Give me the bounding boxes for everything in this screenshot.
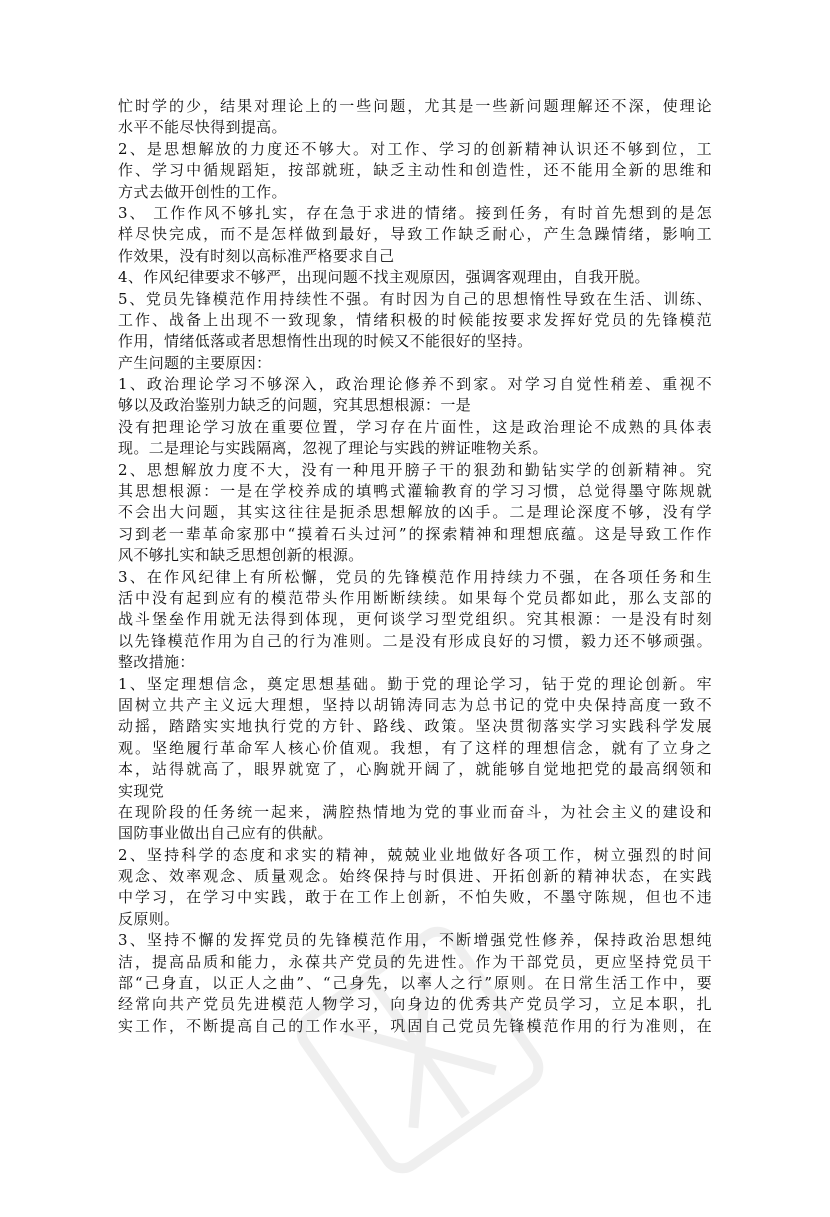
text-line: 5、党员先锋模范作用持续性不强。有时因为自己的思想惰性导致在生活、训练、: [118, 289, 712, 308]
text-line: 忙时学的少，结果对理论上的一些问题，尤其是一些新问题理解还不深，使理论: [118, 97, 712, 115]
text-line: 1、政治理论学习不够深入，政治理论修养不到家。对学习自觉性稍差、重视不: [118, 375, 712, 394]
text-line: 3、在作风纪律上有所松懈，党员的先锋模范作用持续力不强，在各项任务和生: [118, 567, 712, 586]
text-line: 经常向共产党员先进模范人物学习，向身边的优秀共产党员学习，立足本职，扎: [118, 995, 712, 1014]
text-line: 部“己身直，以正人之曲”、“己身先，以率人之行”原则。在日常生活工作中，要: [118, 974, 712, 993]
text-line: 水平不能尽快得到提高。: [118, 118, 287, 137]
text-line: 够以及政治鉴别力缺乏的问题，究其思想根源：一是: [118, 396, 472, 415]
text-line: 产生问题的主要原因：: [118, 353, 272, 372]
text-line: 方式去做开创性的工作。: [118, 182, 287, 201]
text-line: 本，站得就高了，眼界就宽了，心胸就开阔了，就能够自觉地把党的最高纲领和: [118, 760, 712, 779]
text-line: 整改措施：: [118, 653, 195, 672]
text-line: 国防事业做出自己应有的供献。: [118, 824, 333, 843]
text-line: 4、作风纪律要求不够严，出现问题不找主观原因，强调客观理由，自我开脱。: [118, 268, 650, 287]
text-line: 2、坚持科学的态度和求实的精神，兢兢业业地做好各项工作，树立强烈的时间: [118, 845, 712, 864]
text-line: 风不够扎实和缺乏思想创新的根源。: [118, 546, 364, 565]
text-line: 反原则。: [118, 909, 180, 928]
text-line: 工作、战备上出现不一致现象，情绪积极的时候能按要求发挥好党员的先锋模范: [118, 310, 712, 329]
text-line: 活中没有起到应有的模范带头作用断断续续。如果每个党员都如此，那么支部的: [118, 588, 712, 607]
text-line: 观念、效率观念、质量观念。始终保持与时俱进、开拓创新的精神状态，在实践: [118, 867, 712, 886]
text-line: 习到老一辈革命家那中“摸着石头过河”的探索精神和理想底蕴。这是导致工作作: [118, 524, 712, 543]
text-line: 作用，情绪低落或者思想惰性出现的时候又不能很好的坚持。: [118, 332, 533, 351]
text-line: 2、是思想解放的力度还不够大。对工作、学习的创新精神认识还不够到位，工: [118, 139, 712, 158]
text-line: 以先锋模范作用为自己的行为准则。二是没有形成良好的习惯，毅力还不够顽强。: [118, 631, 712, 650]
text-line: 3、坚持不懈的发挥党员的先锋模范作用，不断增强党性修养，保持政治思想纯: [118, 931, 712, 950]
text-line: 洁，提高品质和能力，永葆共产党员的先进性。作为干部党员，更应坚持党员干: [118, 952, 712, 971]
document-body: [118, 96, 712, 1037]
text-line: 样尽快完成，而不是怎样做到最好，导致工作缺乏耐心，产生急躁情绪，影响工: [118, 225, 712, 244]
text-line: 动摇，踏踏实实地执行党的方针、路线、政策。坚决贯彻落实学习实践科学发展: [118, 717, 712, 736]
text-line: 没有把理论学习放在重要位置，学习存在片面性，这是政治理论不成熟的具体表: [118, 417, 712, 436]
text-line: 3、 工作作风不够扎实，存在急于求进的情绪。接到任务，有时首先想到的是怎: [118, 203, 712, 222]
text-line: 战斗堡垒作用就无法得到体现，更何谈学习型党组织。究其根源：一是没有时刻: [118, 610, 712, 629]
text-line: 其思想根源：一是在学校养成的填鸭式灌输教育的学习习惯，总觉得墨守陈规就: [118, 482, 712, 501]
text-line: 在现阶段的任务统一起来，满腔热情地为党的事业而奋斗，为社会主义的建设和: [118, 802, 712, 821]
text-line: 作、学习中循规蹈矩，按部就班，缺乏主动性和创造性，还不能用全新的思维和: [118, 161, 712, 180]
text-line: 实现党: [118, 781, 165, 800]
text-line: 观。坚绝履行革命军人核心价值观。我想，有了这样的理想信念，就有了立身之: [118, 738, 712, 757]
text-line: 现。二是理论与实践隔离，忽视了理论与实践的辨证唯物关系。: [118, 439, 548, 458]
text-line: 实工作，不断提高自己的工作水平，巩固自己党员先锋模范作用的行为准则，在: [118, 1016, 712, 1035]
text-line: 固树立共产主义远大理想，坚持以胡锦涛同志为总书记的党中央保持高度一致不: [118, 695, 712, 714]
text-line: 不会出大问题，其实这往往是扼杀思想解放的凶手。二是理论深度不够，没有学: [118, 503, 712, 522]
text-line: 1、坚定理想信念，奠定思想基础。勤于党的理论学习，钻于党的理论创新。牢: [118, 674, 712, 693]
text-line: 中学习，在学习中实践，敢于在工作上创新，不怕失败，不墨守陈规，但也不违: [118, 888, 712, 907]
text-line: 作效果，没有时刻以高标准严格要求自己: [118, 246, 395, 265]
text-line: 2、思想解放力度不大，没有一种甩开膀子干的狠劲和勤钻实学的创新精神。究: [118, 460, 712, 479]
